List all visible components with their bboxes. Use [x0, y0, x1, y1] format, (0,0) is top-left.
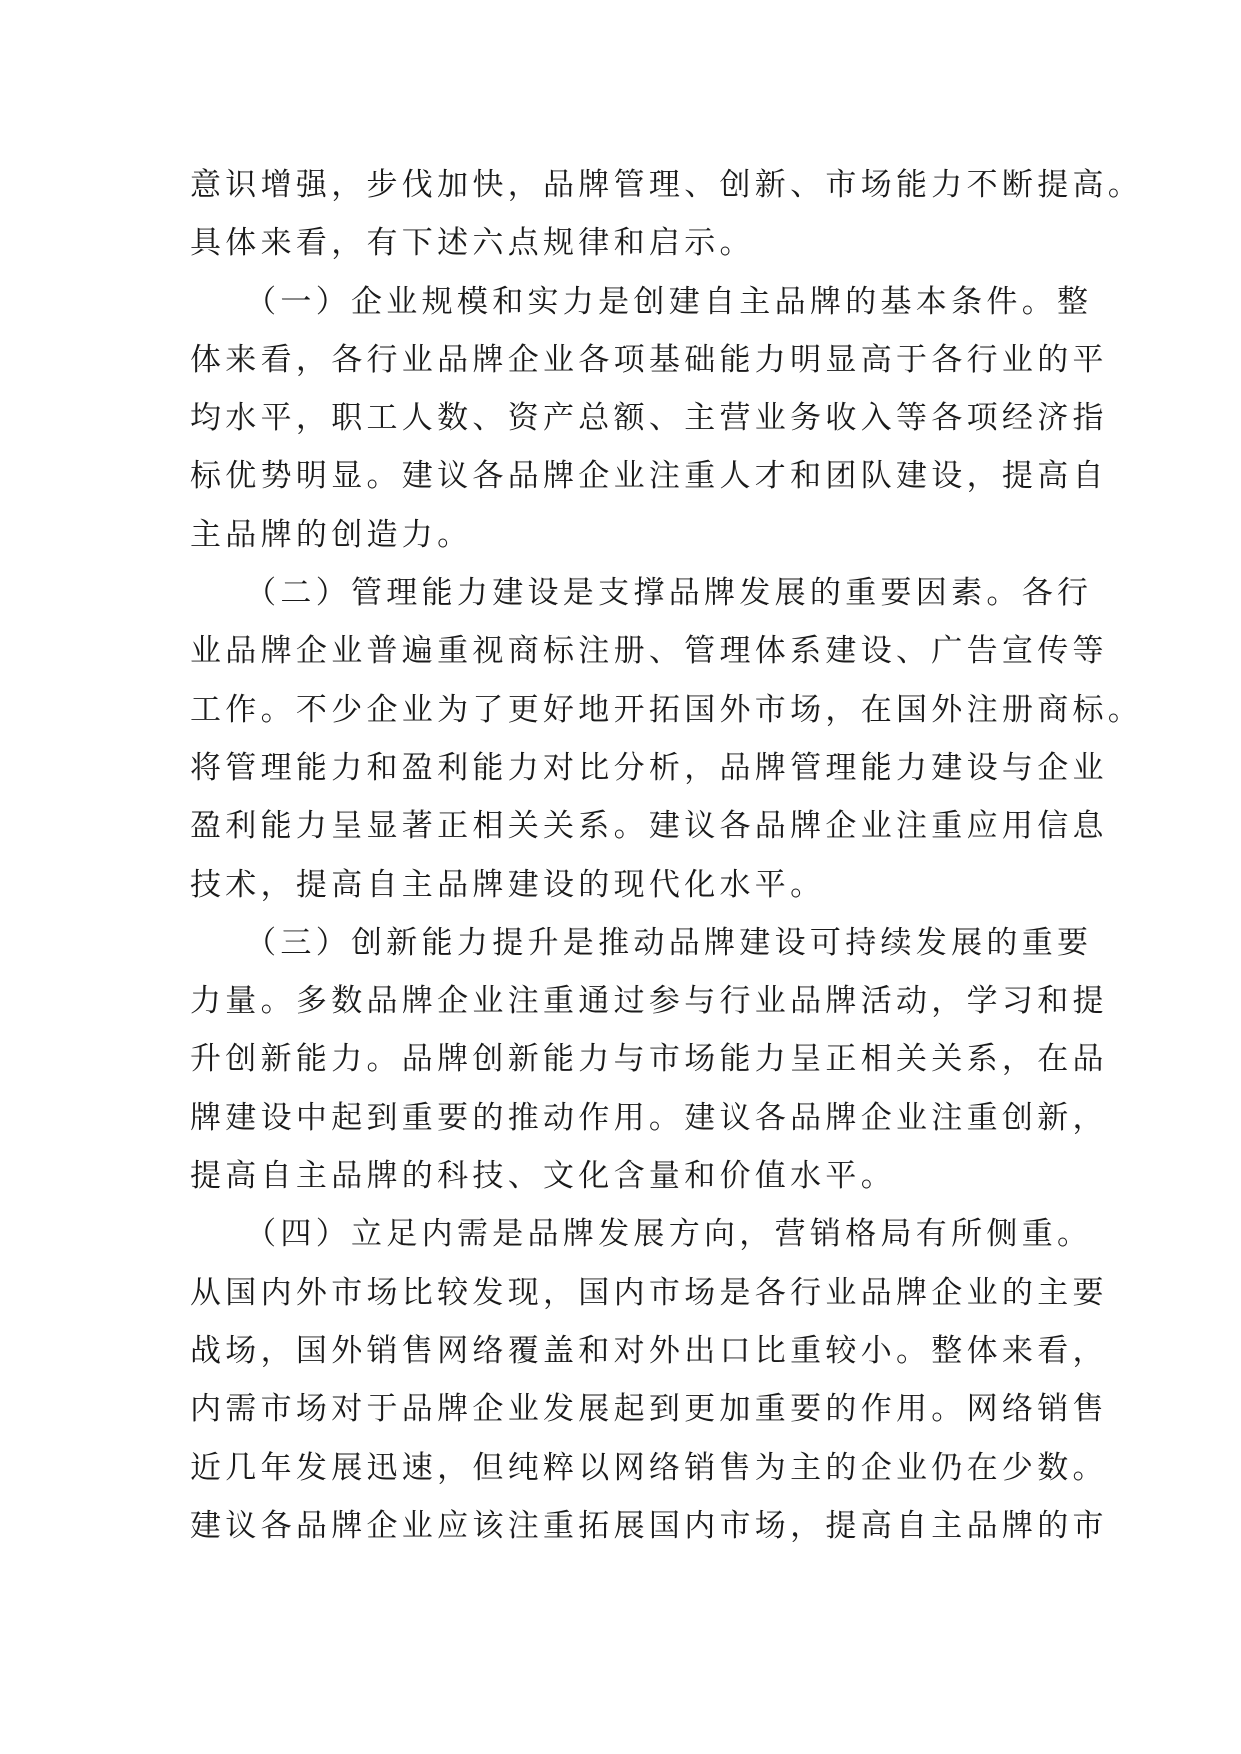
text-line: 工作。不少企业为了更好地开拓国外市场，在国外注册商标。: [190, 691, 1144, 728]
text-line: 具体来看，有下述六点规律和启示。: [190, 225, 755, 262]
text-line: 盈利能力呈显著正相关关系。建议各品牌企业注重应用信息: [190, 808, 1108, 845]
body-text: [190, 156, 1144, 1555]
text-line: 升创新能力。品牌创新能力与市场能力呈正相关关系，在品: [190, 1041, 1108, 1078]
text-line: 内需市场对于品牌企业发展起到更加重要的作用。网络销售: [190, 1391, 1108, 1428]
text-line: 意识增强，步伐加快，品牌管理、创新、市场能力不断提高。: [190, 167, 1144, 203]
text-line: 力量。多数品牌企业注重通过参与行业品牌活动，学习和提: [190, 983, 1108, 1020]
text-line: （四）立足内需是品牌发展方向，营销格局有所侧重。: [190, 1216, 1093, 1253]
text-line: 从国内外市场比较发现，国内市场是各行业品牌企业的主要: [190, 1274, 1108, 1311]
text-line: 主品牌的创造力。: [190, 516, 473, 553]
text-line: （一）企业规模和实力是创建自主品牌的基本条件。整: [190, 283, 1093, 320]
text-line: 战场，国外销售网络覆盖和对外出口比重较小。整体来看，: [190, 1332, 1108, 1369]
text-line: 将管理能力和盈利能力对比分析，品牌管理能力建设与企业: [190, 749, 1108, 786]
text-line: 提高自主品牌的科技、文化含量和价值水平。: [190, 1158, 896, 1195]
text-line: （三）创新能力提升是推动品牌建设可持续发展的重要: [190, 924, 1093, 961]
text-line: 技术，提高自主品牌建设的现代化水平。: [190, 866, 826, 903]
text-line: （二）管理能力建设是支撑品牌发展的重要因素。各行: [190, 575, 1093, 612]
text-line: 近几年发展迅速，但纯粹以网络销售为主的企业仍在少数。: [190, 1449, 1108, 1486]
text-line: 体来看，各行业品牌企业各项基础能力明显高于各行业的平: [190, 341, 1108, 378]
text-line: 标优势明显。建议各品牌企业注重人才和团队建设，提高自: [190, 458, 1108, 495]
text-line: 建议各品牌企业应该注重拓展国内市场，提高自主品牌的市: [190, 1507, 1108, 1544]
text-line: 业品牌企业普遍重视商标注册、管理体系建设、广告宣传等: [190, 633, 1108, 670]
text-line: 均水平，职工人数、资产总额、主营业务收入等各项经济指: [190, 400, 1108, 437]
text-line: 牌建设中起到重要的推动作用。建议各品牌企业注重创新，: [190, 1099, 1108, 1136]
